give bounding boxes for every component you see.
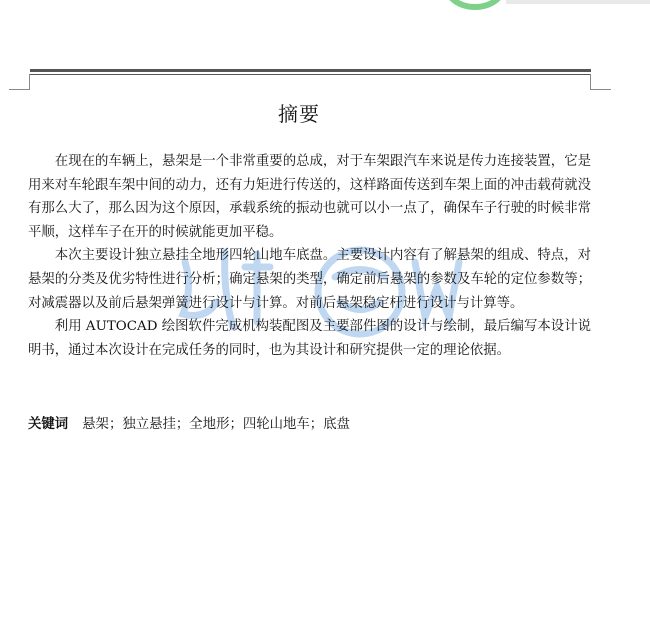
keywords-text: 悬架；独立悬挂；全地形；四轮山地车；底盘 [82,417,350,432]
margin-corner-right [590,74,591,90]
keywords-line [28,414,591,436]
page-title: 摘要 [278,102,320,126]
top-decoration [444,0,506,10]
abstract-paragraph-2: 本次主要设计独立悬挂全地形四轮山地车底盘。主要设计内容有了解悬架的组成、特点，对悬架的分类及优劣特性进行分析；确定悬架的类型，确定前后悬架的参数及车轮的定位参数等；对减震器以及前后悬架弹簧进行设计与计算。对前后悬架稳定杆进行设计与计算等。 [28,248,591,311]
abstract-paragraph-3: 利用 AUTOCAD 绘图软件完成机构装配图及主要部件图的设计与绘制，最后编写本设计说明书，通过本次设计在完成任务的同时，也为其设计和研究提供一定的理论依据。 [28,319,591,358]
keywords-label: 关键词 [28,417,69,432]
margin-corner-left-h [9,89,30,90]
margin-corner-left [29,74,30,90]
margin-corner-right-h [590,89,611,90]
abstract-body [28,150,591,362]
header-rule-thin [30,74,591,75]
header-rule-thick [30,69,591,72]
top-toolbar-strip [506,0,650,4]
abstract-paragraph-1: 在现在的车辆上，悬架是一个非常重要的总成，对于车架跟汽车来说是传力连接装置，它是用来对车轮跟车架中间的动力，还有力矩进行传送的，这样路面传送到车架上面的冲击载荷就没有那么大了，那么因为这个原因，承载系统的振动也就可以小一点了，确保车子行驶的时候非常平顺，这样车子在开的时候就能更加平稳。 [28,154,591,240]
